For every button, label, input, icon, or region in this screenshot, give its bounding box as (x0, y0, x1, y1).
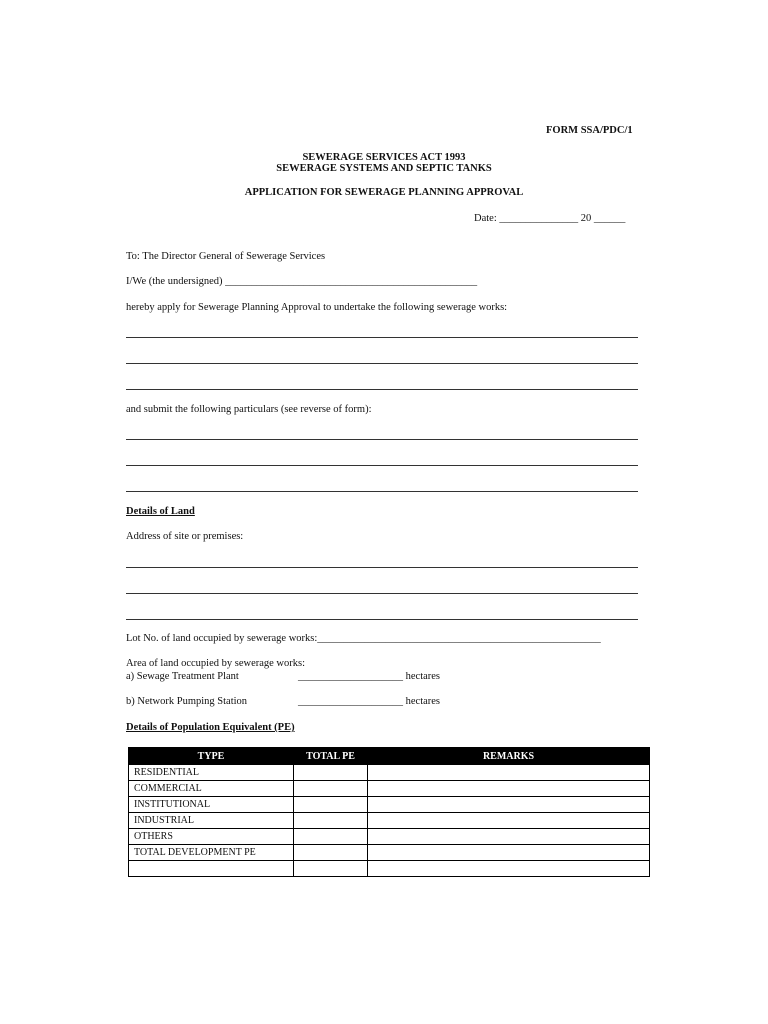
pe-table-header-row (129, 748, 650, 765)
total-pe-cell[interactable] (294, 813, 368, 829)
table-row (129, 829, 650, 845)
particulars-statement: and submit the following particulars (see reverse of form): (126, 404, 372, 415)
act-title: SEWERAGE SERVICES ACT 1993 (302, 152, 466, 163)
type-cell: TOTAL DEVELOPMENT PE (129, 845, 294, 861)
type-cell: INSTITUTIONAL (129, 797, 294, 813)
systems-title: SEWERAGE SYSTEMS AND SEPTIC TANKS (276, 163, 492, 174)
remarks-cell[interactable] (368, 829, 650, 845)
table-row (129, 861, 650, 877)
remarks-cell[interactable] (368, 797, 650, 813)
total-pe-cell[interactable] (294, 765, 368, 781)
address-line-3[interactable] (126, 619, 638, 620)
table-row (129, 845, 650, 861)
addressee-line: To: The Director General of Sewerage Services (126, 251, 326, 262)
remarks-cell[interactable] (368, 781, 650, 797)
date-field[interactable]: Date: _______________ 20 ______ (474, 213, 626, 224)
table-row (129, 781, 650, 797)
total-pe-cell[interactable] (294, 861, 368, 877)
total-pe-cell[interactable] (294, 797, 368, 813)
column-header-type: TYPE (129, 748, 294, 765)
nps-hectares-field[interactable]: ____________________ hectares (298, 696, 441, 707)
address-line-2[interactable] (126, 593, 638, 594)
type-cell: RESIDENTIAL (129, 765, 294, 781)
total-pe-cell[interactable] (294, 781, 368, 797)
pe-table (128, 747, 650, 877)
nps-label: b) Network Pumping Station (126, 696, 248, 707)
undersigned-field[interactable]: I/We (the undersigned) ________________________________________________ (126, 276, 478, 287)
type-cell: COMMERCIAL (129, 781, 294, 797)
type-cell: OTHERS (129, 829, 294, 845)
pe-heading: Details of Population Equivalent (PE) (126, 722, 295, 733)
apply-statement: hereby apply for Sewerage Planning Approval to undertake the following sewerage works: (126, 302, 508, 313)
table-row (129, 765, 650, 781)
particulars-line-3[interactable] (126, 491, 638, 492)
application-title: APPLICATION FOR SEWERAGE PLANNING APPROVAL (244, 187, 524, 198)
address-line-1[interactable] (126, 567, 638, 568)
remarks-cell[interactable] (368, 845, 650, 861)
particulars-line-1[interactable] (126, 439, 638, 440)
column-header-remarks: REMARKS (368, 748, 650, 765)
column-header-total-pe: TOTAL PE (294, 748, 368, 765)
works-line-3[interactable] (126, 389, 638, 390)
remarks-cell[interactable] (368, 861, 650, 877)
remarks-cell[interactable] (368, 813, 650, 829)
table-row (129, 797, 650, 813)
total-pe-cell[interactable] (294, 829, 368, 845)
particulars-line-2[interactable] (126, 465, 638, 466)
remarks-cell[interactable] (368, 765, 650, 781)
table-row (129, 813, 650, 829)
address-label: Address of site or premises: (126, 531, 244, 542)
stp-label: a) Sewage Treatment Plant (126, 671, 239, 682)
stp-hectares-field[interactable]: ____________________ hectares (298, 671, 441, 682)
type-cell[interactable] (129, 861, 294, 877)
form-code: FORM SSA/PDC/1 (546, 125, 633, 136)
land-heading: Details of Land (126, 506, 195, 517)
works-line-2[interactable] (126, 363, 638, 364)
type-cell: INDUSTRIAL (129, 813, 294, 829)
lot-number-field[interactable]: Lot No. of land occupied by sewerage works:______________________________________________________ (126, 633, 601, 644)
total-pe-cell[interactable] (294, 845, 368, 861)
works-line-1[interactable] (126, 337, 638, 338)
area-label: Area of land occupied by sewerage works: (126, 658, 306, 669)
